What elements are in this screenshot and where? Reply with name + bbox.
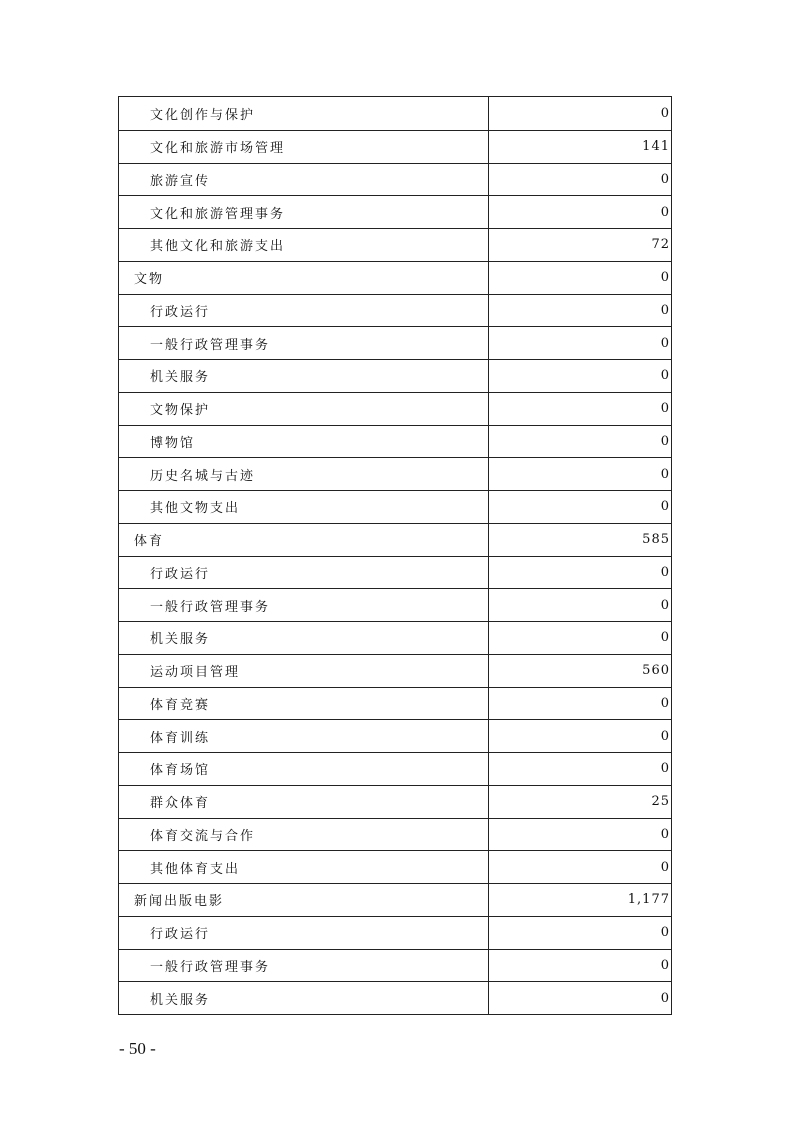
table-row bbox=[119, 163, 671, 196]
table-row bbox=[119, 326, 671, 359]
row-label: 文物 bbox=[119, 262, 489, 294]
row-value: 0 bbox=[660, 401, 670, 417]
table-row bbox=[119, 883, 671, 916]
row-value: 0 bbox=[660, 597, 670, 613]
row-label: 体育竞赛 bbox=[119, 688, 489, 720]
row-label: 体育场馆 bbox=[119, 753, 489, 785]
row-label: 文化和旅游市场管理 bbox=[119, 131, 489, 163]
table-row bbox=[119, 556, 671, 589]
row-label: 机关服务 bbox=[119, 982, 489, 1014]
row-label: 机关服务 bbox=[119, 360, 489, 392]
row-label: 体育 bbox=[119, 524, 489, 556]
row-label: 一般行政管理事务 bbox=[119, 327, 489, 359]
page-number: - 50 - bbox=[119, 1039, 156, 1058]
table-row bbox=[119, 785, 671, 818]
table-row bbox=[119, 359, 671, 392]
row-value: 0 bbox=[660, 990, 670, 1006]
row-value: 0 bbox=[660, 630, 670, 646]
row-value: 0 bbox=[660, 105, 670, 121]
row-label: 行政运行 bbox=[119, 295, 489, 327]
row-value: 560 bbox=[642, 663, 670, 679]
row-value: 1,177 bbox=[627, 892, 670, 908]
row-label: 文物保护 bbox=[119, 393, 489, 425]
row-value: 0 bbox=[660, 761, 670, 777]
table-row bbox=[119, 425, 671, 458]
row-label: 其他体育支出 bbox=[119, 851, 489, 883]
row-label: 旅游宣传 bbox=[119, 164, 489, 196]
row-value: 0 bbox=[660, 695, 670, 711]
row-value: 0 bbox=[660, 564, 670, 580]
table-row bbox=[119, 261, 671, 294]
row-label: 一般行政管理事务 bbox=[119, 950, 489, 982]
row-label: 运动项目管理 bbox=[119, 655, 489, 687]
row-value: 25 bbox=[651, 794, 670, 810]
table-row bbox=[119, 490, 671, 523]
row-value: 0 bbox=[660, 826, 670, 842]
row-value: 0 bbox=[660, 499, 670, 515]
table-row bbox=[119, 818, 671, 851]
row-value: 0 bbox=[660, 368, 670, 384]
row-value: 0 bbox=[660, 302, 670, 318]
row-value: 0 bbox=[660, 728, 670, 744]
row-label: 机关服务 bbox=[119, 622, 489, 654]
row-value: 0 bbox=[660, 171, 670, 187]
row-label: 新闻出版电影 bbox=[119, 884, 489, 916]
row-label: 行政运行 bbox=[119, 917, 489, 949]
row-value: 0 bbox=[660, 925, 670, 941]
table-row bbox=[119, 294, 671, 327]
row-label: 行政运行 bbox=[119, 557, 489, 589]
table-row bbox=[119, 850, 671, 883]
row-value: 0 bbox=[660, 859, 670, 875]
table-row bbox=[119, 916, 671, 949]
row-value: 585 bbox=[642, 532, 670, 548]
row-value: 0 bbox=[660, 957, 670, 973]
row-label: 体育训练 bbox=[119, 720, 489, 752]
table-row bbox=[119, 588, 671, 621]
row-label: 博物馆 bbox=[119, 426, 489, 458]
row-label: 历史名城与古迹 bbox=[119, 458, 489, 490]
row-label: 其他文物支出 bbox=[119, 491, 489, 523]
expenditure-table bbox=[118, 96, 672, 1015]
table-row bbox=[119, 621, 671, 654]
row-label: 文化和旅游管理事务 bbox=[119, 196, 489, 228]
row-value: 0 bbox=[660, 204, 670, 220]
table-row bbox=[119, 457, 671, 490]
row-label: 一般行政管理事务 bbox=[119, 589, 489, 621]
row-value: 0 bbox=[660, 270, 670, 286]
row-value: 72 bbox=[651, 237, 670, 253]
table-row bbox=[119, 687, 671, 720]
row-label: 体育交流与合作 bbox=[119, 819, 489, 851]
table-row bbox=[119, 228, 671, 261]
row-label: 其他文化和旅游支出 bbox=[119, 229, 489, 261]
table-row bbox=[119, 195, 671, 228]
table-row bbox=[119, 97, 671, 130]
row-value: 0 bbox=[660, 335, 670, 351]
row-label: 文化创作与保护 bbox=[119, 97, 489, 130]
table-row bbox=[119, 752, 671, 785]
table-row bbox=[119, 981, 671, 1014]
table-row bbox=[119, 654, 671, 687]
row-label: 群众体育 bbox=[119, 786, 489, 818]
row-value: 0 bbox=[660, 466, 670, 482]
table-row bbox=[119, 523, 671, 556]
table-row bbox=[119, 949, 671, 982]
table-row bbox=[119, 130, 671, 163]
row-value: 0 bbox=[660, 433, 670, 449]
table-row bbox=[119, 392, 671, 425]
row-value: 141 bbox=[642, 139, 670, 155]
table-row bbox=[119, 719, 671, 752]
